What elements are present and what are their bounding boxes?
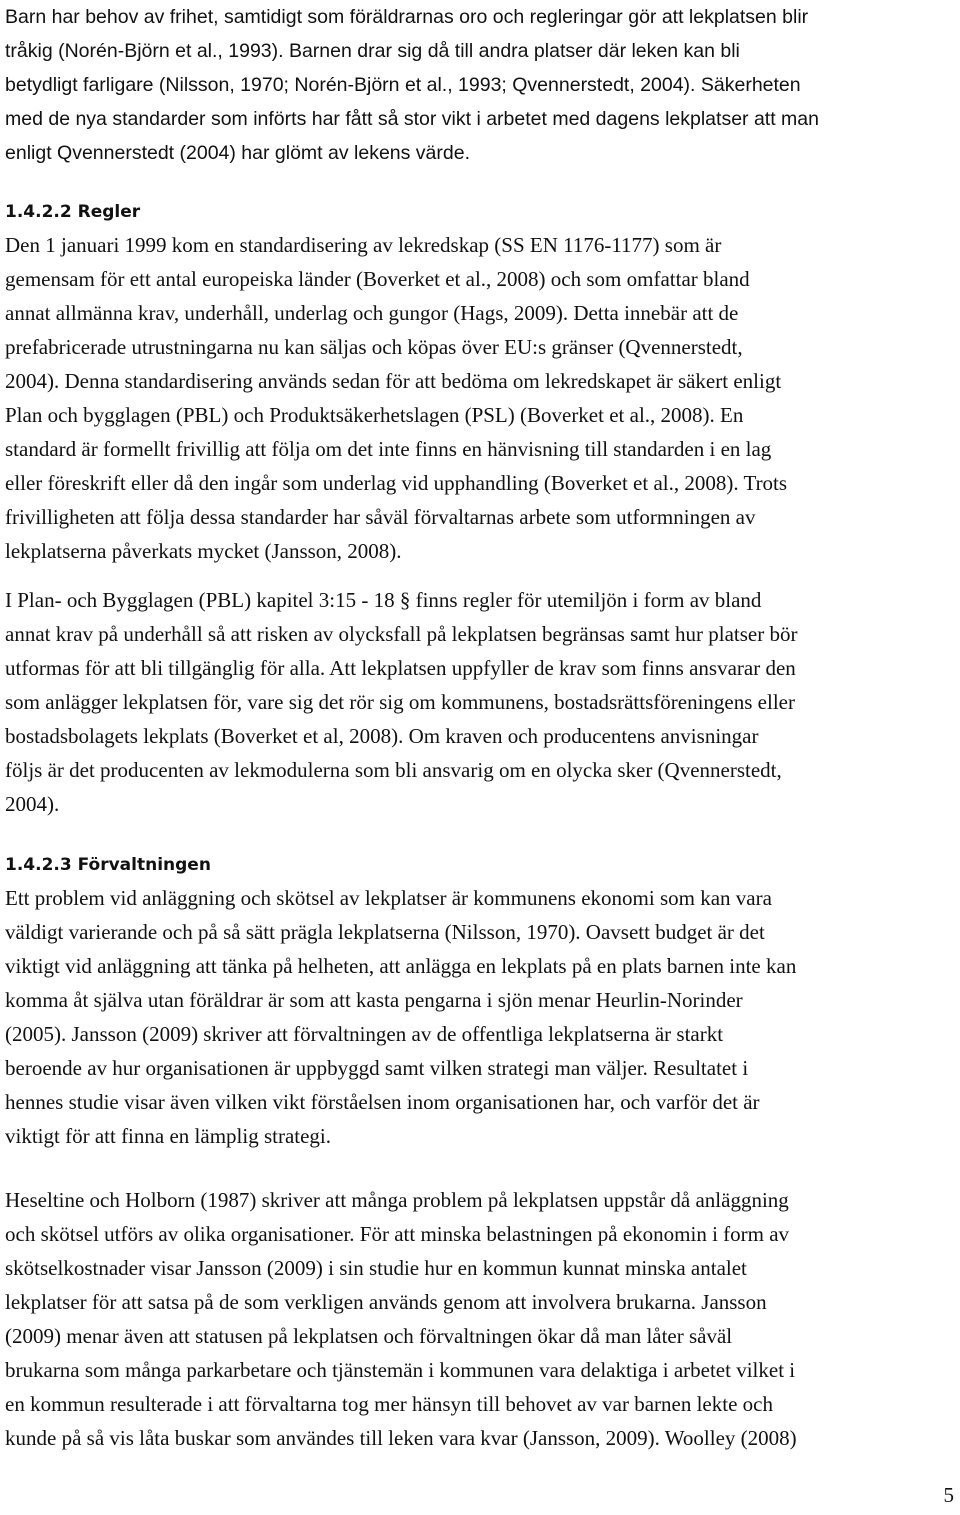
text-line: 2004). Denna standardisering används sedan för att bedöma om lekredskapet är säkert enligt <box>5 369 782 393</box>
page-number: 5 <box>943 1483 954 1507</box>
text-line: hennes studie visar även vilken vikt förståelsen inom organisationen har, och varför det är <box>5 1090 760 1114</box>
text-line: utformas för att bli tillgänglig för alla. Att lekplatsen uppfyller de krav som finns ansvarar den <box>5 656 796 680</box>
text-line: och skötsel utförs av olika organisationer. För att minska belastningen på ekonomin i form av <box>5 1222 790 1246</box>
text-line: standard är formellt frivillig att följa om det inte finns en hänvisning till standarden i en lag <box>5 437 772 461</box>
text-line: tråkig (Norén-Björn et al., 1993). Barnen drar sig då till andra platser där leken kan bli <box>5 40 740 62</box>
text-line: enligt Qvennerstedt (2004) har glömt av lekens värde. <box>5 142 471 164</box>
text-line: skötselkostnader visar Jansson (2009) i sin studie hur en kommun kunnat minska antalet <box>5 1256 747 1280</box>
text-line: Den 1 januari 1999 kom en standardisering av lekredskap (SS EN 1176-1177) som är <box>5 233 722 257</box>
text-line: bostadsbolagets lekplats (Boverket et al, 2008). Om kraven och producentens anvisningar <box>5 724 759 748</box>
section-heading-forvaltningen: 1.4.2.3 Förvaltningen <box>5 855 211 875</box>
text-line: Heseltine och Holborn (1987) skriver att många problem på lekplatsen uppstår då anläggning <box>5 1188 789 1212</box>
text-line: kunde på så vis låta buskar som användes till leken vara kvar (Jansson, 2009). Woolley (2008) <box>5 1426 797 1450</box>
text-line: som anlägger lekplatsen för, vare sig det rör sig om kommunens, bostadsrättsföreningens eller <box>5 690 795 714</box>
text-line: prefabricerade utrustningarna nu kan säljas och köpas över EU:s gränser (Qvennerstedt, <box>5 335 743 359</box>
heseltine-paragraph <box>5 1183 797 1455</box>
text-line: Barn har behov av frihet, samtidigt som föräldrarnas oro och regleringar gör att lekplatsen blir <box>5 6 809 28</box>
text-line: 2004). <box>5 792 60 816</box>
text-line: följs är det producenten av lekmodulerna som bli ansvarig om en olycka sker (Qvennerstedt, <box>5 758 782 782</box>
text-line: annat krav på underhåll så att risken av olycksfall på lekplatsen begränsas samt hur platser bör <box>5 622 798 646</box>
text-line: lekplatser för att satsa på de som verkligen används genom att involvera brukarna. Jansson <box>5 1290 767 1314</box>
document-page <box>5 0 960 1515</box>
text-line: betydligt farligare (Nilsson, 1970; Norén-Björn et al., 1993; Qvennerstedt, 2004). Säkerheten <box>5 74 801 96</box>
text-line: frivilligheten att följa dessa standarder har såväl förvaltarnas arbete som utformningen av <box>5 505 756 529</box>
text-line: komma åt själva utan föräldrar är som att kasta pengarna i sjön menar Heurlin-Norinder <box>5 988 743 1012</box>
text-line: väldigt varierande och på så sätt prägla lekplatserna (Nilsson, 1970). Oavsett budget är det <box>5 920 765 944</box>
text-line: brukarna som många parkarbetare och tjänstemän i kommunen vara delaktiga i arbetet vilket i <box>5 1358 796 1382</box>
text-line: (2005). Jansson (2009) skriver att förvaltningen av de offentliga lekplatserna är starkt <box>5 1022 724 1046</box>
regler-paragraph <box>5 228 787 568</box>
intro-paragraph <box>5 0 819 170</box>
text-line: en kommun resulterade i att förvaltarna tog mer hänsyn till behovet av var barnen lekte och <box>5 1392 773 1416</box>
text-line: lekplatserna påverkats mycket (Jansson, 2008). <box>5 539 402 563</box>
text-line: Ett problem vid anläggning och skötsel av lekplatser är kommunens ekonomi som kan vara <box>5 886 772 910</box>
text-line: (2009) menar även att statusen på lekplatsen och förvaltningen ökar då man låter såväl <box>5 1324 733 1348</box>
text-line: beroende av hur organisationen är uppbyggd samt vilken strategi man väljer. Resultatet i <box>5 1056 749 1080</box>
text-line: eller föreskrift eller då den ingår som underlag vid upphandling (Boverket et al., 2008). Trots <box>5 471 788 495</box>
forvaltningen-paragraph <box>5 881 796 1153</box>
section-heading-regler: 1.4.2.2 Regler <box>5 202 141 222</box>
text-line: med de nya standarder som införts har fått så stor vikt i arbetet med dagens lekplatser att man <box>5 108 819 130</box>
text-line: I Plan- och Bygglagen (PBL) kapitel 3:15 - 18 § finns regler för utemiljön i form av bland <box>5 588 762 612</box>
text-line: viktigt för att finna en lämplig strategi. <box>5 1124 332 1148</box>
text-line: gemensam för ett antal europeiska länder (Boverket et al., 2008) och som omfattar bland <box>5 267 750 291</box>
text-line: Plan och bygglagen (PBL) och Produktsäkerhetslagen (PSL) (Boverket et al., 2008). En <box>5 403 744 427</box>
text-line: annat allmänna krav, underhåll, underlag och gungor (Hags, 2009). Detta innebär att de <box>5 301 739 325</box>
pbl-paragraph <box>5 583 797 821</box>
text-line: viktigt vid anläggning att tänka på helheten, att anlägga en lekplats på en plats barnen inte kan <box>5 954 797 978</box>
